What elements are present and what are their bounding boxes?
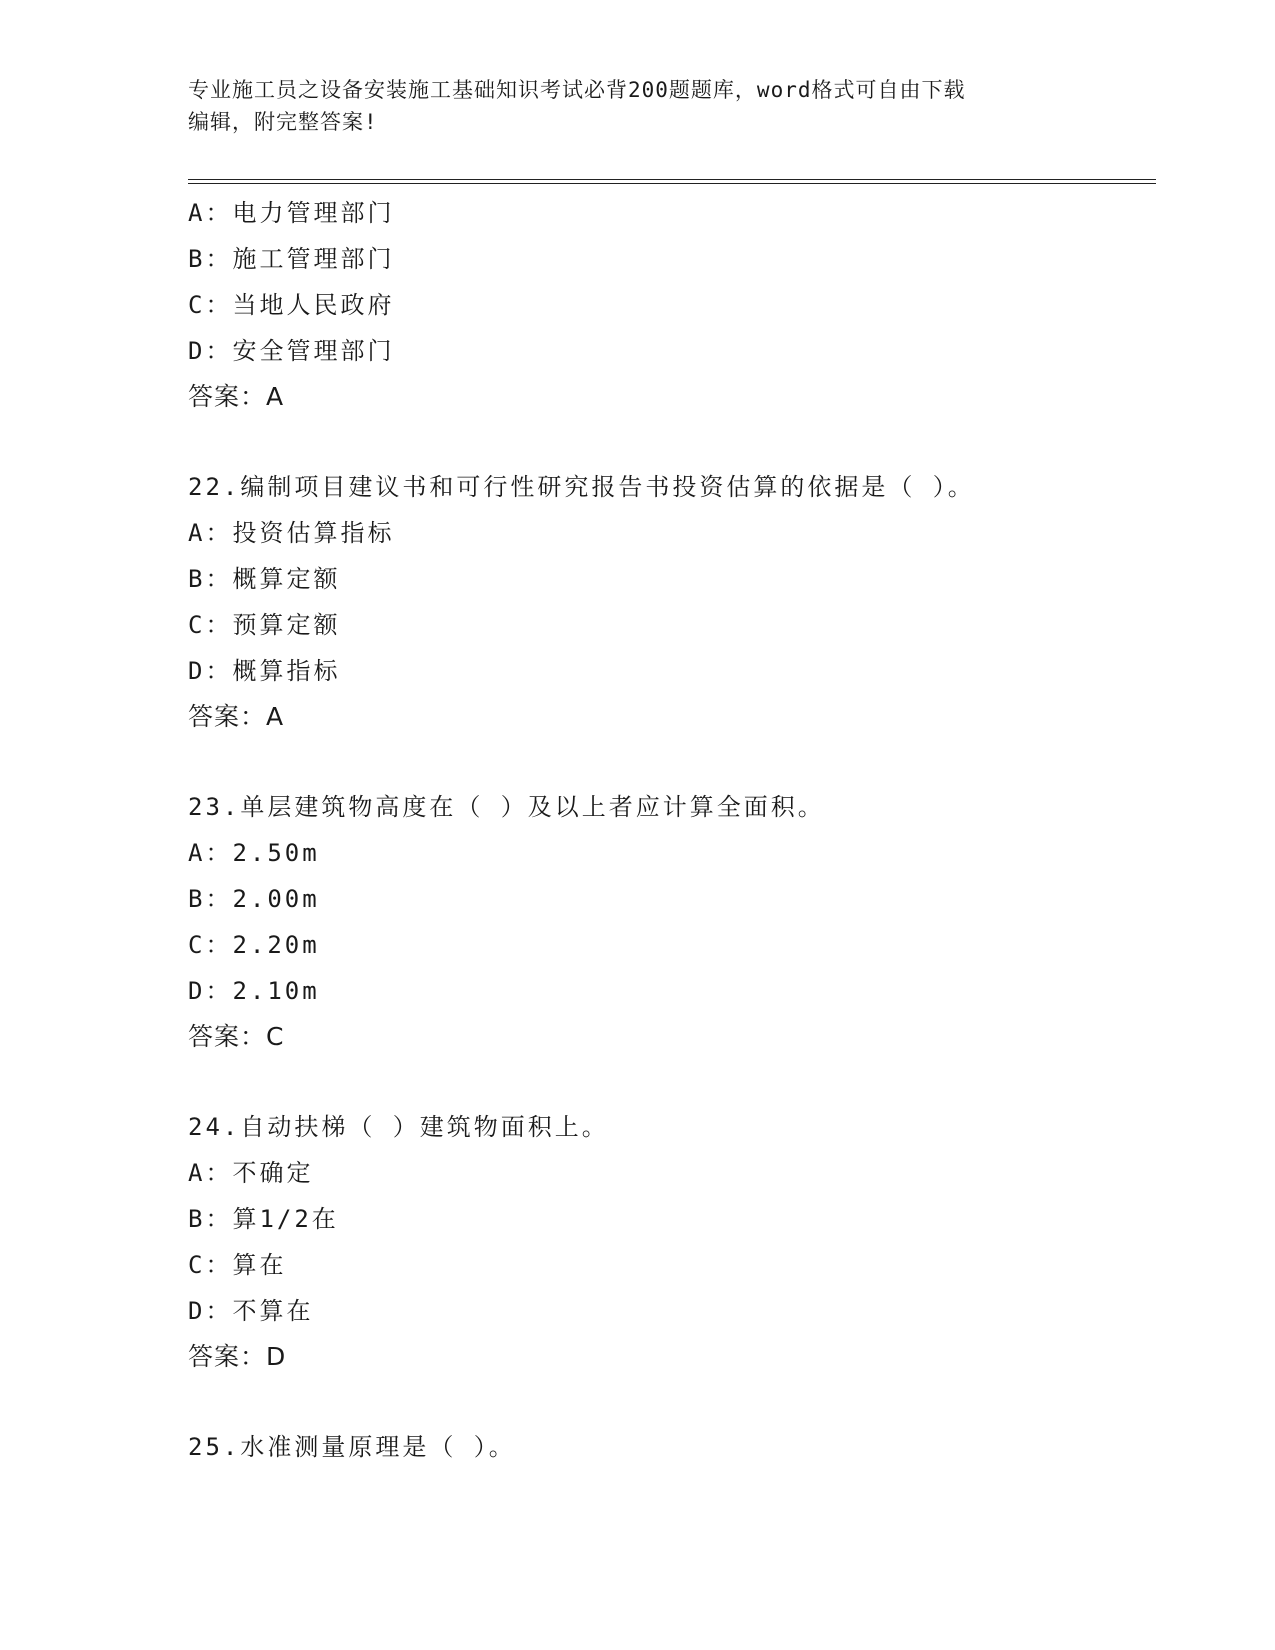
option-c: C：2.20m: [188, 931, 320, 959]
option-b: B：2.00m: [188, 885, 320, 913]
answer-line: 答案：A: [188, 702, 285, 731]
header-divider: [188, 179, 1156, 184]
option-c: C：算在: [188, 1251, 287, 1279]
spacer: [188, 740, 1156, 784]
question-block-24: [188, 1104, 1156, 1380]
option-c: C：当地人民政府: [188, 291, 395, 319]
question-text: 25.水准测量原理是（ ）。: [188, 1433, 516, 1461]
answer-line: 答案：D: [188, 1342, 287, 1371]
option-d: D：安全管理部门: [188, 337, 395, 365]
spacer: [188, 420, 1156, 464]
header-title-line-1: 专业施工员之设备安装施工基础知识考试必背200题题库，word格式可自由下载: [188, 78, 966, 102]
option-a: A：不确定: [188, 1159, 314, 1187]
answer-line: 答案：C: [188, 1022, 285, 1051]
spacer: [188, 1380, 1156, 1424]
option-b: B：概算定额: [188, 565, 341, 593]
option-d: D：概算指标: [188, 657, 341, 685]
option-b: B：算1/2在: [188, 1205, 339, 1233]
option-a: A：2.50m: [188, 839, 320, 867]
question-block-23: [188, 784, 1156, 1060]
question-list: [188, 190, 1156, 1470]
question-text: 24.自动扶梯（ ）建筑物面积上。: [188, 1113, 609, 1141]
header-title-line-2: 编辑，附完整答案!: [188, 110, 378, 134]
option-a: A：投资估算指标: [188, 519, 395, 547]
question-text: 23.单层建筑物高度在（ ）及以上者应计算全面积。: [188, 793, 825, 821]
option-a: A：电力管理部门: [188, 199, 395, 227]
question-text: 22.编制项目建议书和可行性研究报告书投资估算的依据是（ ）。: [188, 473, 975, 501]
spacer: [188, 1060, 1156, 1104]
option-d: D：2.10m: [188, 977, 320, 1005]
option-d: D：不算在: [188, 1297, 314, 1325]
question-block-22: [188, 464, 1156, 740]
option-c: C：预算定额: [188, 611, 341, 639]
answer-line: 答案：A: [188, 382, 285, 411]
document-header: [188, 74, 1088, 138]
question-block-25: [188, 1424, 1156, 1470]
question-block-21: [188, 190, 1156, 420]
option-b: B：施工管理部门: [188, 245, 395, 273]
